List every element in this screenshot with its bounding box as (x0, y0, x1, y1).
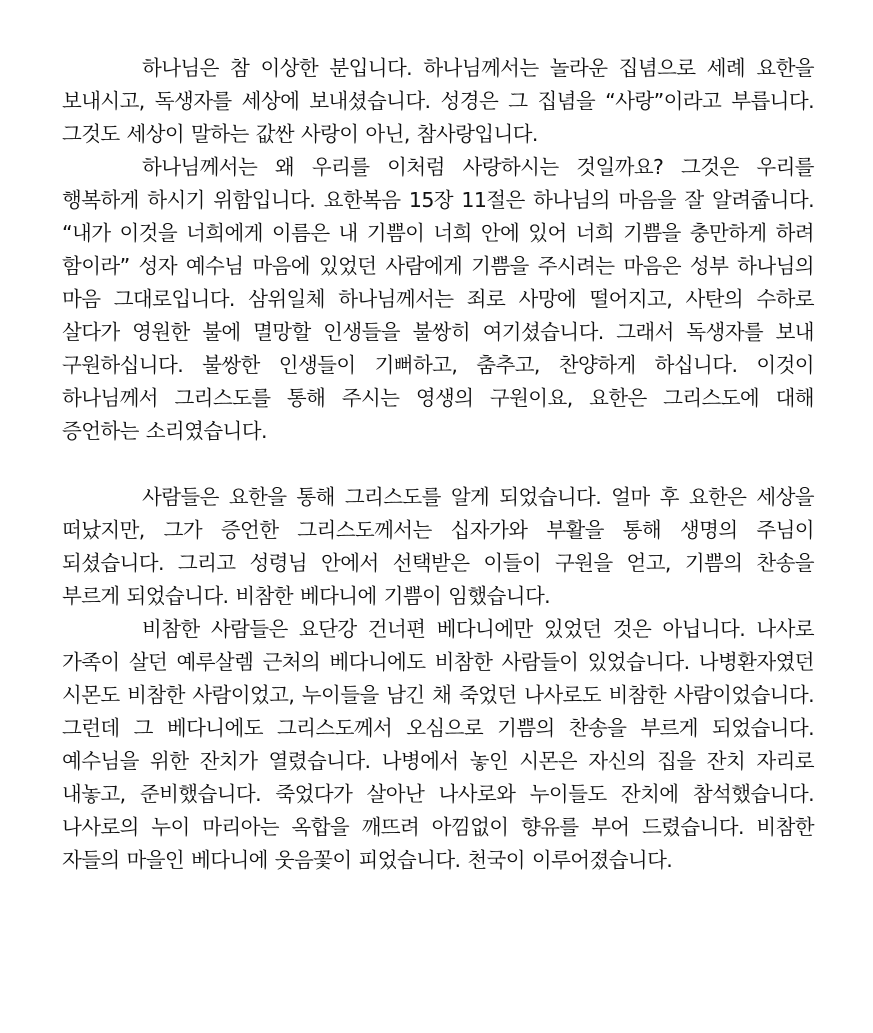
paragraph-1: 하나님은 참 이상한 분입니다. 하나님께서는 놀라운 집념으로 세례 요한을 보내시고, 독생자를 세상에 보내셨습니다. 성경은 그 집념을 “사랑”이라고 부릅니다. 그것도 세상이 말하는 값싼 사랑이 아닌, 참사랑입니다. (62, 56, 814, 146)
paragraph-2: 하나님께서는 왜 우리를 이처럼 사랑하시는 것일까요? 그것은 우리를 행복하게 하시기 위함입니다. 요한복음 15장 11절은 하나님의 마음을 잘 알려줍니다. “내가 이것을 너희에게 이름은 내 기쁨이 너희 안에 있어 너희 기쁨을 충만하게 하려 함이라” 성자 예수님 마음에 있었던 사람에게 기쁨을 주시려는 마음은 성부 하나님의 마음 그대로입니다. 삼위일체 하나님께서는 죄로 사망에 떨어지고, 사탄의 수하로 살다가 영원한 불에 멸망할 인생들을 불쌍히 여기셨습니다. 그래서 독생자를 보내 구원하십니다. 불쌍한 인생들이 기뻐하고, 춤추고, 찬양하게 하십니다. 이것이 하나님께서 그리스도를 통해 주시는 영생의 구원이요, 요한은 그리스도에 대해 증언하는 소리였습니다. (62, 155, 814, 443)
paragraph-3: 사람들은 요한을 통해 그리스도를 알게 되었습니다. 얼마 후 요한은 세상을 떠났지만, 그가 증언한 그리스도께서는 십자가와 부활을 통해 생명의 주님이 되셨습니다. 그리고 성령님 안에서 선택받은 이들이 구원을 얻고, 기쁨의 찬송을 부르게 되었습니다. 비참한 베다니에 기쁨이 임했습니다. (62, 485, 814, 608)
document-body (62, 52, 814, 877)
paragraph-spacer (62, 448, 814, 481)
paragraph-4: 비참한 사람들은 요단강 건너편 베다니에만 있었던 것은 아닙니다. 나사로 가족이 살던 예루살렘 근처의 베다니에도 비참한 사람들이 있었습니다. 나병환자였던 시몬도 비참한 사람이었고, 누이들을 남긴 채 죽었던 나사로도 비참한 사람이었습니다. 그런데 그 베다니에도 그리스도께서 오심으로 기쁨의 찬송을 부르게 되었습니다. 예수님을 위한 잔치가 열렸습니다. 나병에서 놓인 시몬은 자신의 집을 잔치 자리로 내놓고, 준비했습니다. 죽었다가 살아난 나사로와 누이들도 잔치에 참석했습니다. 나사로의 누이 마리아는 옥합을 깨뜨려 아낌없이 향유를 부어 드렸습니다. 비참한 자들의 마을인 베다니에 웃음꽃이 피었습니다. 천국이 이루어졌습니다. (62, 617, 814, 872)
